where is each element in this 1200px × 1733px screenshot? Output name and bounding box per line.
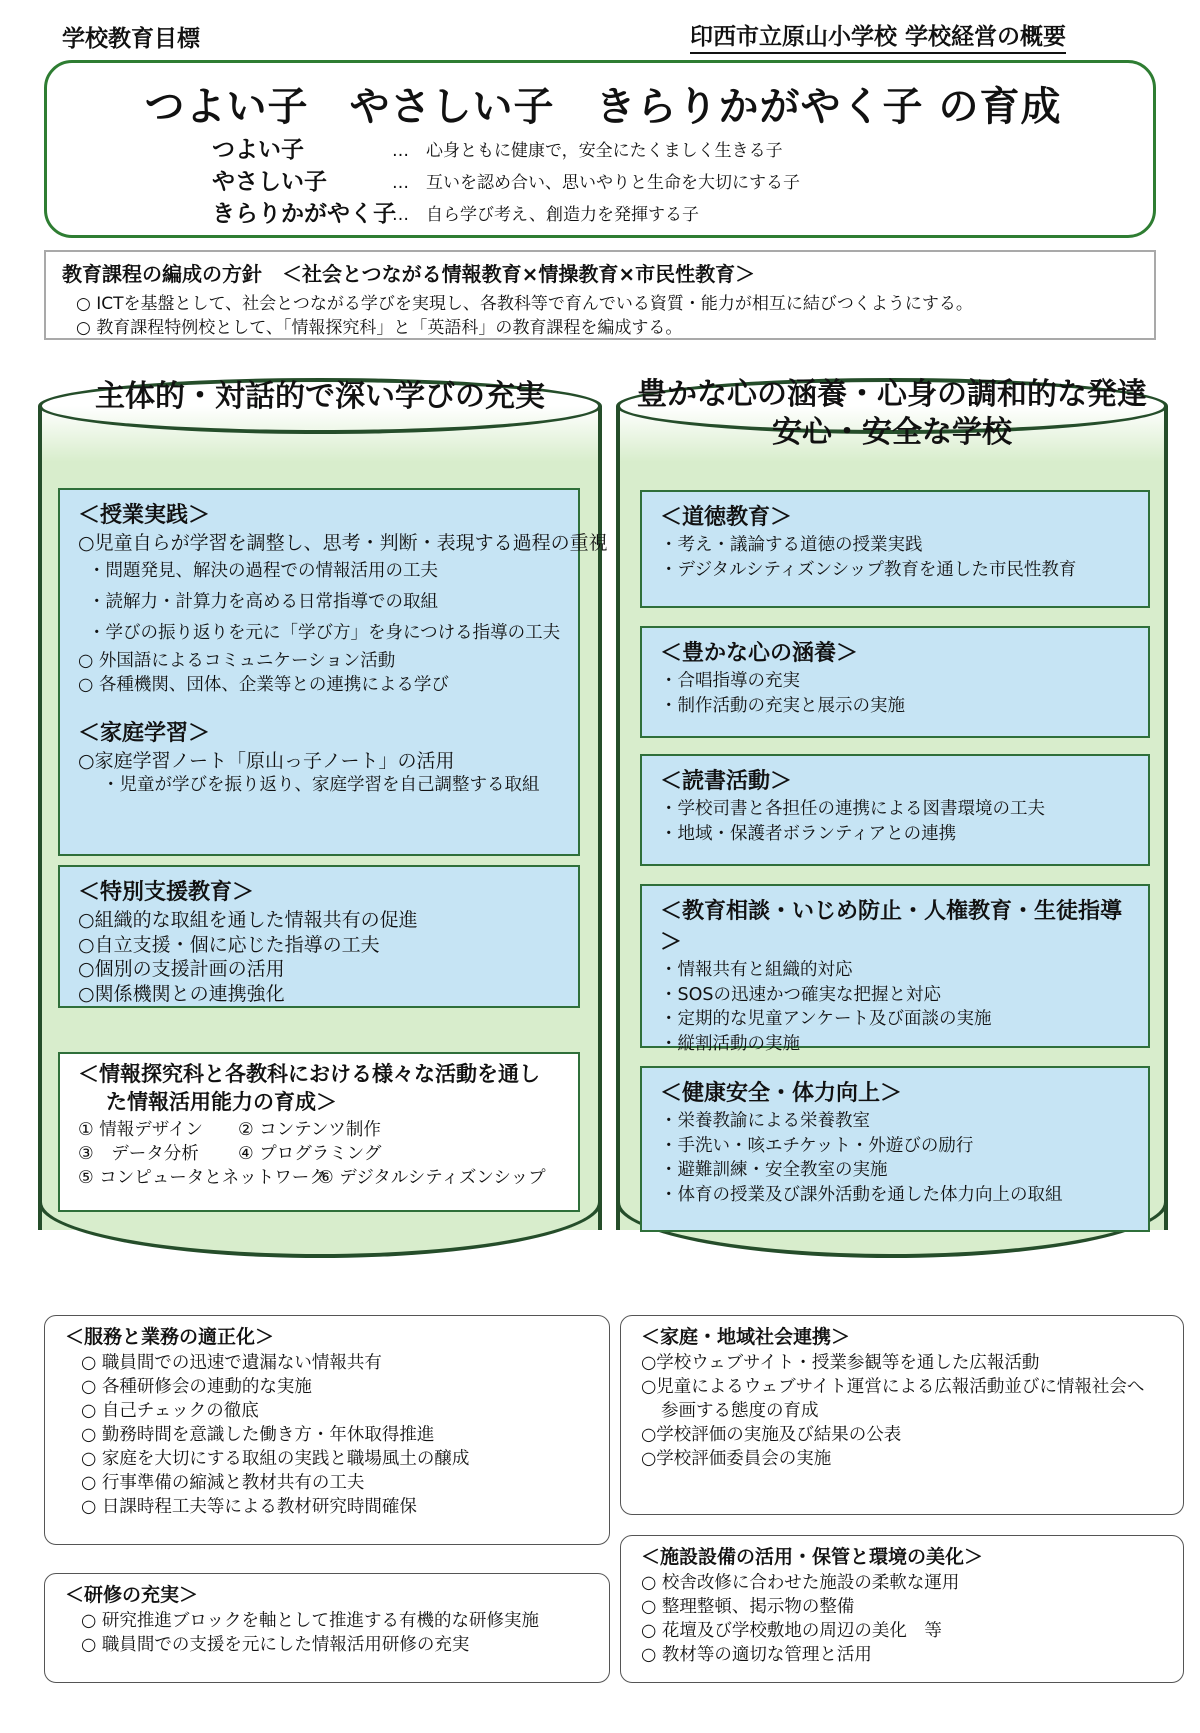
lesson-line-1: ○児童自らが学習を調整し、思考・判断・表現する過程の重視: [78, 532, 608, 554]
policy-item-1: ○ ICTを基盤として、社会とつながる学びを実現し、各教科等で育んでいる資質・能力が相互に結びつくようにする。: [76, 294, 973, 314]
facility-line-3: ○ 花壇及び学校敷地の周辺の美化 等: [641, 1621, 942, 1641]
training-line-1: ○ 研究推進ブロックを軸として推進する有機的な研修実施: [81, 1611, 539, 1631]
home-study-line-2: ・児童が学びを振り返り、家庭学習を自己調整する取組: [102, 775, 540, 795]
educational-goals-box: [44, 60, 1156, 238]
moral-education-panel: [640, 490, 1150, 608]
counseling-line-3: ・定期的な児童アンケート及び面談の実施: [660, 1009, 992, 1029]
training-box: [44, 1573, 610, 1683]
rich-heart-line-1: ・合唱指導の充実: [660, 671, 800, 691]
service-line-7: ○ 日課時程工夫等による教材研究時間確保: [81, 1497, 417, 1517]
facility-box: [620, 1535, 1184, 1683]
moral-education-line-2: ・デジタルシティズンシップ教育を通した市民性教育: [660, 559, 1077, 580]
goal-desc-2: … 互いを認め合い、思いやりと生命を大切にする子: [392, 173, 800, 193]
community-line-2: ○児童によるウェブサイト運営による広報活動並びに情報社会へ: [641, 1377, 1145, 1397]
header-right-label: 印西市立原山小学校 学校経営の概要: [690, 18, 1066, 54]
service-duties-heading: ＜服務と業務の適正化＞: [65, 1326, 275, 1348]
lesson-line-3: ・読解力・計算力を高める日常指導での取組: [88, 591, 438, 612]
counseling-line-1: ・情報共有と組織的対応: [660, 960, 853, 980]
policy-title: 教育課程の編成の方針 ＜社会とつながる情報教育×情操教育×市民性教育＞: [62, 262, 756, 286]
reading-panel: [640, 754, 1150, 866]
service-duties-box: [44, 1315, 610, 1545]
goals-title: つよい子 やさしい子 きらりかがやく子 の育成: [144, 84, 1062, 130]
rich-heart-heading: ＜豊かな心の涵養＞: [660, 641, 859, 666]
lesson-line-2: ・問題発見、解決の過程での情報活用の工夫: [88, 560, 438, 581]
service-line-1: ○ 職員間での迅速で遺漏ない情報共有: [81, 1353, 382, 1373]
counseling-heading: ＜教育相談・いじめ防止・人権教育・生徒指導＞: [660, 899, 1123, 955]
reading-line-2: ・地域・保護者ボランティアとの連携: [660, 823, 957, 844]
curriculum-policy-box: [44, 250, 1156, 340]
info-item-3: ③ データ分析: [78, 1144, 199, 1164]
info-literacy-panel: [58, 1052, 580, 1212]
service-line-4: ○ 勤務時間を意識した働き方・年休取得推進: [81, 1425, 435, 1445]
moral-education-heading: ＜道徳教育＞: [660, 505, 793, 530]
facility-heading: ＜施設設備の活用・保管と環境の美化＞: [641, 1546, 984, 1568]
lesson-line-6: ○ 各種機関、団体、企業等との連携による学び: [78, 675, 449, 695]
rich-heart-line-2: ・制作活動の充実と展示の実施: [660, 695, 905, 716]
special-support-panel: [58, 865, 580, 1008]
lesson-line-5: ○ 外国語によるコミュニケーション活動: [78, 650, 396, 671]
special-support-line-2: ○自立支援・個に応じた指導の工夫: [78, 933, 380, 956]
community-heading: ＜家庭・地域社会連携＞: [641, 1326, 851, 1348]
health-safety-heading: ＜健康安全・体力向上＞: [660, 1081, 903, 1106]
lesson-practice-heading: ＜授業実践＞: [78, 503, 211, 528]
counseling-line-4: ・縦割活動の実施: [660, 1033, 800, 1054]
training-heading: ＜研修の充実＞: [65, 1584, 199, 1606]
goal-desc-1: … 心身ともに健康で，安全にたくましく生きる子: [392, 141, 783, 161]
special-support-line-1: ○組織的な取組を通した情報共有の促進: [78, 909, 418, 931]
goal-term-3: きらりかがやく子: [212, 201, 396, 227]
goal-term-2: やさしい子: [212, 169, 327, 195]
health-safety-line-2: ・手洗い・咳エチケット・外遊びの励行: [660, 1135, 974, 1156]
reading-heading: ＜読書活動＞: [660, 769, 793, 794]
moral-education-line-1: ・考え・議論する道徳の授業実践: [660, 535, 923, 555]
info-literacy-heading-2: た情報活用能力の育成＞: [106, 1090, 337, 1114]
home-study-heading: ＜家庭学習＞: [78, 720, 211, 746]
training-line-2: ○ 職員間での支援を元にした情報活用研修の充実: [81, 1635, 470, 1655]
info-item-1: ① 情報デザイン: [78, 1120, 204, 1140]
service-line-2: ○ 各種研修会の連動的な実施: [81, 1377, 312, 1397]
policy-item-2: ○ 教育課程特例校として、「情報探究科」と「英語科」の教育課程を編成する。: [76, 318, 683, 338]
lesson-line-4: ・学びの振り返りを元に「学び方」を身につける指導の工夫: [88, 622, 561, 643]
service-line-5: ○ 家庭を大切にする取組の実践と職場風土の醸成: [81, 1449, 470, 1469]
goal-term-1: つよい子: [212, 137, 304, 163]
community-line-4: ○学校評価の実施及び結果の公表: [641, 1425, 902, 1445]
goal-desc-3: … 自ら学び考え、創造力を発揮する子: [392, 205, 700, 225]
counseling-panel: [640, 884, 1150, 1054]
community-line-1: ○学校ウェブサイト・授業参観等を通した広報活動: [641, 1353, 1040, 1373]
counseling-line-2: ・SOSの迅速かつ確実な把握と対応: [660, 984, 941, 1005]
lesson-practice-panel: [58, 488, 608, 856]
community-line-3: 参画する態度の育成: [661, 1401, 819, 1421]
special-support-heading: ＜特別支援教育＞: [78, 880, 255, 905]
health-safety-line-3: ・避難訓練・安全教室の実施: [660, 1160, 888, 1180]
community-box: [620, 1315, 1184, 1515]
info-item-6: ⑥ デジタルシティズンシップ: [318, 1168, 546, 1188]
service-line-3: ○ 自己チェックの徹底: [81, 1401, 259, 1421]
info-item-2: ② コンテンツ制作: [238, 1120, 381, 1140]
facility-line-1: ○ 校舎改修に合わせた施設の柔軟な運用: [641, 1573, 960, 1593]
header-left-label: 学校教育目標: [62, 26, 200, 52]
info-item-4: ④ プログラミング: [238, 1144, 382, 1164]
facility-line-4: ○ 教材等の適切な管理と活用: [641, 1645, 872, 1665]
facility-line-2: ○ 整理整頓、掲示物の整備: [641, 1597, 855, 1617]
rich-heart-panel: [640, 626, 1150, 738]
right-column-title-2: 安心・安全な学校: [772, 415, 1012, 450]
info-literacy-heading-1: ＜情報探究科と各教科における様々な活動を通し: [78, 1062, 540, 1086]
home-study-line-1: ○家庭学習ノート「原山っ子ノート」の活用: [78, 749, 455, 772]
community-line-5: ○学校評価委員会の実施: [641, 1449, 832, 1469]
left-column-title: 主体的・対話的で深い学びの充実: [95, 379, 545, 414]
reading-line-1: ・学校司書と各担任の連携による図書環境の工夫: [660, 799, 1045, 819]
health-safety-line-1: ・栄養教諭による栄養教室: [660, 1111, 870, 1131]
special-support-line-3: ○個別の支援計画の活用: [78, 958, 285, 980]
service-line-6: ○ 行事準備の縮減と教材共有の工夫: [81, 1473, 365, 1493]
health-safety-line-4: ・体育の授業及び課外活動を通した体力向上の取組: [660, 1184, 1063, 1205]
right-column-title-1: 豊かな心の涵養・心身の調和的な発達: [637, 377, 1147, 412]
health-safety-panel: [640, 1066, 1150, 1232]
info-item-5: ⑤ コンピュータとネットワーク: [78, 1168, 327, 1188]
special-support-line-4: ○関係機関との連携強化: [78, 982, 285, 1005]
